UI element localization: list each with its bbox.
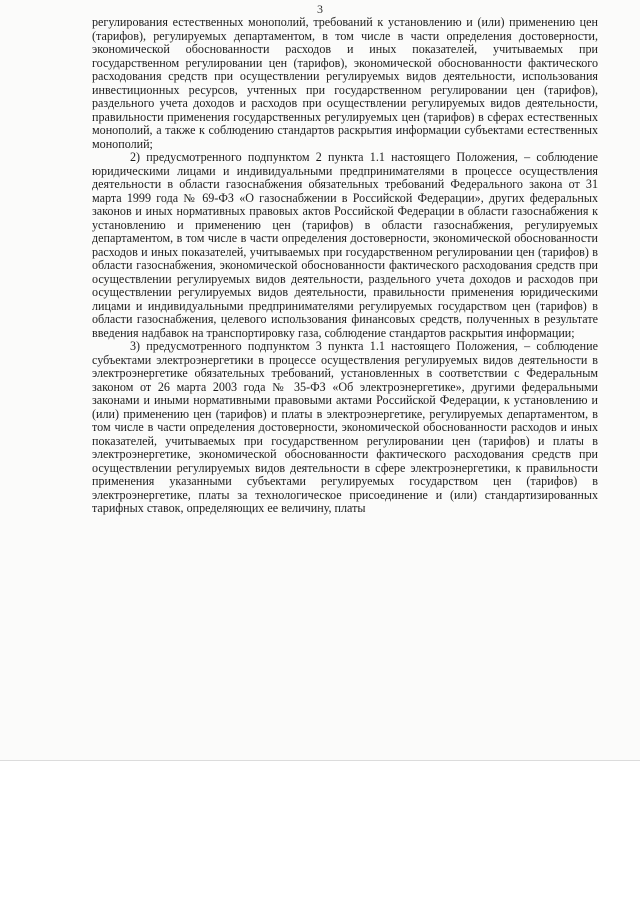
paragraph-item-2: 2) предусмотренного подпунктом 2 пункта 1.1 настоящего Положения, – соблюдение юридическими лицами и индивидуальными предпринимателями в процессе осуществления деятельности в области газоснабжения обязательных требований Федерального закона от 31 марта 1999 года № 69-ФЗ «О газоснабжении в Российской Федерации», других федеральных законов и иных нормативных правовых актов Российской Федерации в области газоснабжения к установлению и применению цен (тарифов) в области газоснабжения, регулируемых департаментом, в том числе в части определения достоверности, экономической обоснованности расходов и иных показателей, учитываемых при государственном регулировании цен (тарифов) в области газоснабжения, экономической обоснованности фактического расходования средств при осуществлении регулируемых видов деятельности, раздельного учета доходов и расходов при осуществлении регулируемых видов деятельности, правильности применения юридическими лицами и индивидуальными предпринимателями регулируемых государством цен (тарифов) в области газоснабжения, целевого использования финансовых средств, полученных в результате введения надбавок на транспортировку газа, соблюдение стандартов раскрытия информации; (92, 150, 598, 340)
page-number: 3 (317, 2, 323, 16)
paragraph-item-3: 3) предусмотренного подпунктом 3 пункта 1.1 настоящего Положения, – соблюдение субъектами электроэнергетики в процессе осуществления регулируемых видов деятельности в электроэнергетике обязательных требований, установленных в соответствии с Федеральным законом от 26 марта 2003 года № 35-ФЗ «Об электроэнергетике», другими федеральными законами и иными нормативными правовыми актами Российской Федерации, к установлению и (или) применению цен (тарифов) и платы в электроэнергетике, регулируемых департаментом, в том числе в части определения достоверности, экономической обоснованности расходов и иных показателей, учитываемых при государственном регулировании цен (тарифов) и платы в электроэнергетике, экономической обоснованности фактического расходования средств при осуществлении регулируемых видов деятельности в сфере электроэнергетики, к правильности применения указанными субъектами регулируемых государством цен (тарифов) в электроэнергетике, платы за технологическое присоединение и (или) стандартизированных тарифных ставок, определяющих ее величину, платы (92, 339, 598, 515)
paragraph-continuation: регулирования естественных монополий, требований к установлению и (или) применению цен (тарифов), регулируемых департаментом, в том числе в части определения достоверности, экономической обоснованности расходов и иных показателей, учитываемых при государственном регулировании цен (тарифов), экономической обоснованности фактического расходования средств при осуществлении регулируемых видов деятельности, использования инвестиционных ресурсов, учтенных при государственном регулировании цен (тарифов), раздельного учета доходов и расходов при осуществлении регулируемых видов деятельности, правильности применения государственных регулируемых цен (тарифов) в сферах естественных монополий, а также к соблюдению стандартов раскрытия информации субъектами естественных монополий; (92, 15, 598, 151)
document-body (92, 16, 598, 516)
blank-margin (0, 761, 640, 905)
